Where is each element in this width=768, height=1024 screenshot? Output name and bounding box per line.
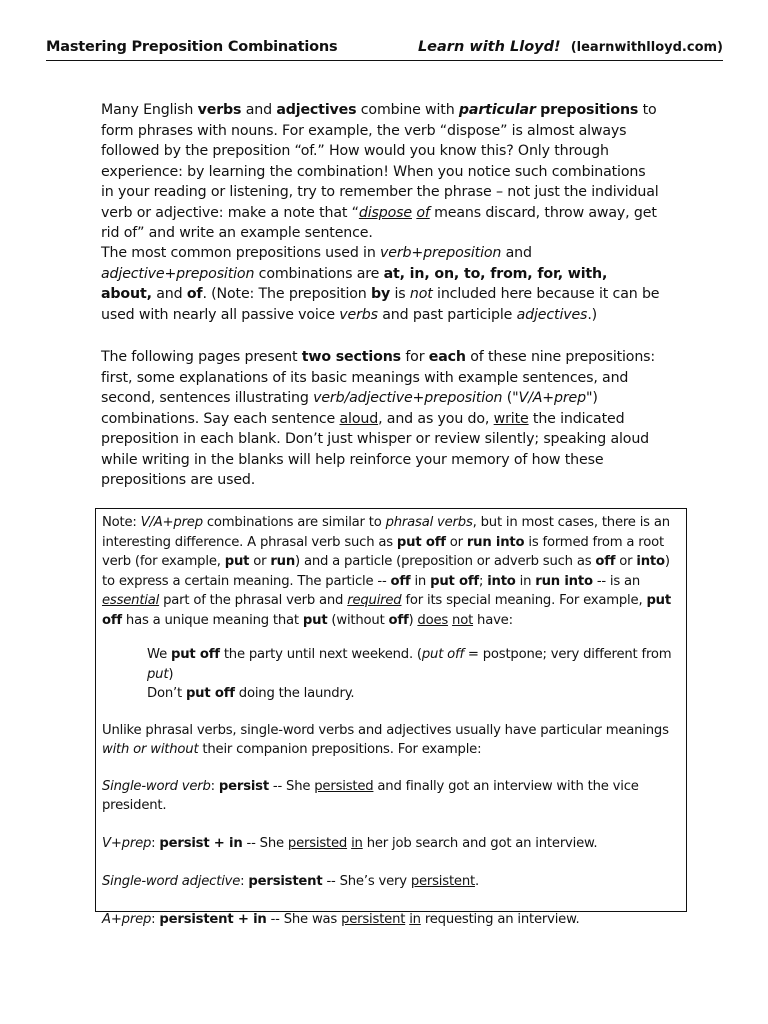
- intro-paragraph-2: The most common prepositions used in verb+preposition and adjective+preposition combinations are at, in, on, to, from, for, with, about, and of. (Note: The preposition by is not included here because it can be used with nearly all passive voice verbs and past participle adjectives.): [101, 245, 660, 323]
- example-adjective-prep: A+prep: persistent + in -- She was persistent in requesting an interview.: [102, 912, 580, 927]
- note-paragraph-2: Unlike phrasal verbs, single-word verbs and adjectives usually have particular meanings with or without their companion prepositions. For example:: [102, 722, 669, 757]
- brand-name: Learn with Lloyd!: [417, 39, 561, 55]
- header-brand: [418, 39, 723, 55]
- example-single-word-verb: Single-word verb: persist -- She persisted and finally got an interview with the vice president.: [102, 778, 639, 813]
- example-verb-prep: V+prep: persist + in -- She persisted in her job search and got an interview.: [102, 836, 598, 851]
- example-sentence-2: Don’t put off doing the laundry.: [147, 686, 355, 701]
- example-single-word-adjective: Single-word adjective: persistent -- She’s very persistent.: [102, 874, 479, 889]
- example-sentence-1: We put off the party until next weekend. (put off = postpone; very different from put): [147, 647, 672, 682]
- note-box: [95, 508, 687, 927]
- note-paragraph-1: Note: V/A+prep combinations are similar to phrasal verbs, but in most cases, there is an interesting difference. A phrasal verb such as put off or run into is formed from a root verb (for example, put or run) and a particle (preposition or adverb such as off or into) to express a certain meaning. The particle -- off in put off; into in run into -- is an essential part of the phrasal verb and required for its special meaning. For example, put off has a unique meaning that put (without off) does not have:: [102, 515, 671, 628]
- document-title: Mastering Preposition Combinations: [46, 39, 338, 55]
- intro-paragraph-3: The following pages present two sections for each of these nine prepositions: first, some explanations of its basic meanings with example sentences, and second, sentences illustrating verb/adjective+preposition ("V/A+prep") combinations. Say each sentence aloud, and as you do, write the indicated preposition in each blank. Don’t just whisper or review silently; speaking aloud while writing in the blanks will help reinforce your memory of how these prepositions are used.: [101, 349, 656, 488]
- brand-url: (learnwithlloyd.com): [570, 40, 723, 55]
- page-header: [46, 38, 723, 61]
- intro-paragraph-1: Many English verbs and adjectives combine with particular prepositions to form phrases with nouns. For example, the verb “dispose” is almost always followed by the preposition “of.” How would you know this? Only through experience: by learning the combination! When you notice such combinations in your reading or listening, try to remember the phrase – not just the individual verb or adjective: make a note that “dispose of means discard, throw away, get rid of” and write an example sentence.: [101, 102, 659, 241]
